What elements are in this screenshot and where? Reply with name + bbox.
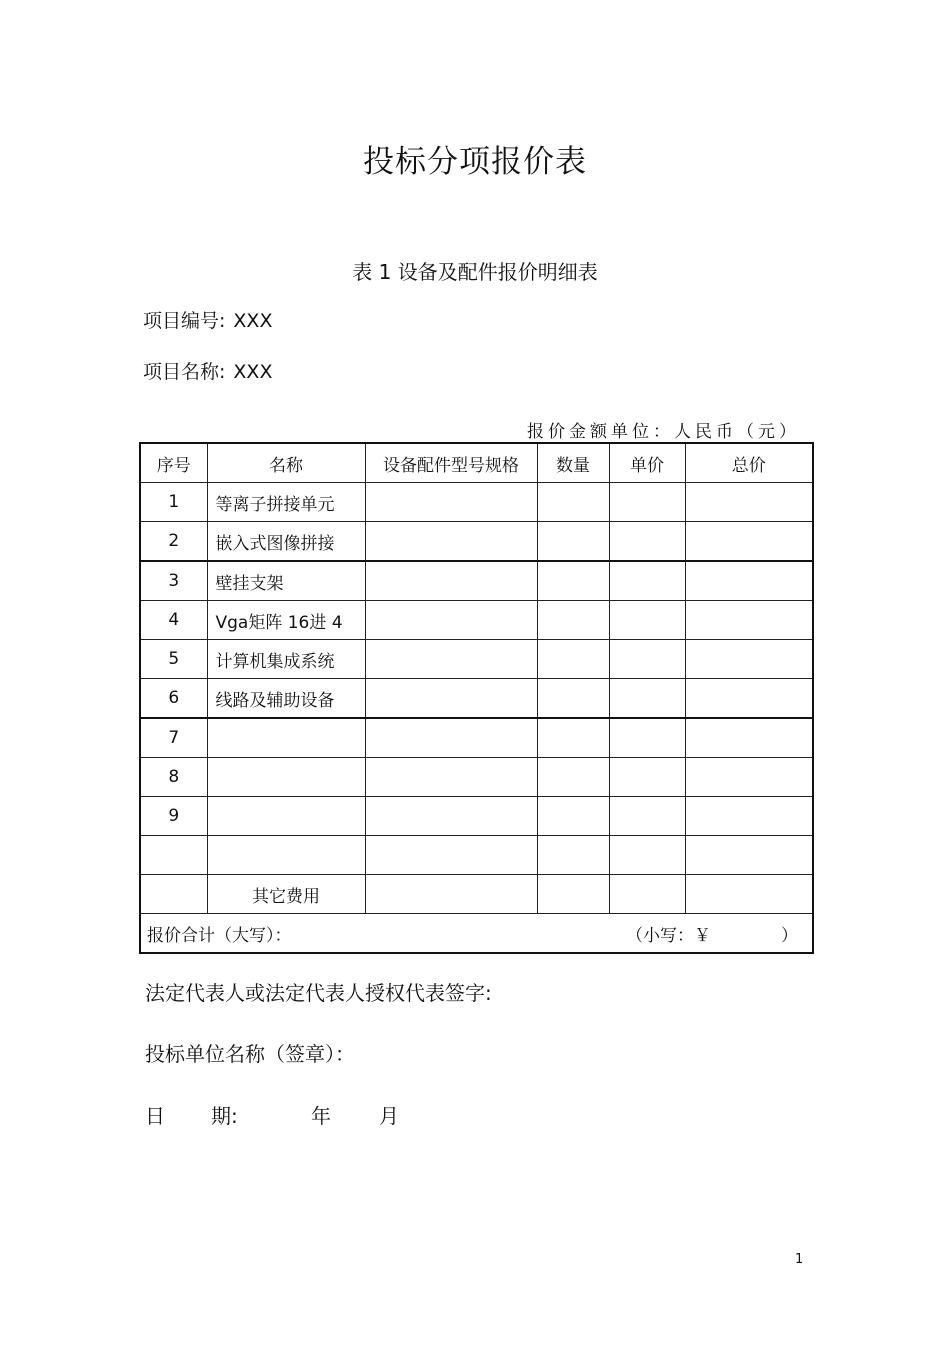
table-row — [140, 718, 813, 758]
row-name — [207, 797, 365, 836]
document-title: 投标分项报价表 — [363, 144, 587, 180]
row-name: Vga矩阵 16进 4 — [207, 601, 365, 640]
date-period-label: 期: — [211, 1104, 238, 1128]
date-year-label: 年 — [311, 1104, 331, 1128]
header-name: 名称 — [207, 443, 365, 483]
currency-unit: 报价金额单位：人民币（元） — [527, 422, 800, 442]
row-name: 嵌入式图像拼接 — [207, 522, 365, 562]
quote-table — [139, 442, 814, 954]
row-unit-price[interactable] — [609, 718, 685, 758]
table-row — [140, 797, 813, 836]
row-unit-price[interactable] — [609, 640, 685, 679]
row-unit-price[interactable] — [609, 797, 685, 836]
row-qty[interactable] — [537, 836, 609, 875]
row-qty[interactable] — [537, 483, 609, 522]
row-no: 6 — [140, 679, 207, 719]
row-spec[interactable] — [365, 836, 537, 875]
row-qty[interactable] — [537, 522, 609, 562]
table-row — [140, 640, 813, 679]
project-number — [143, 306, 272, 333]
row-no: 9 — [140, 797, 207, 836]
row-no: 8 — [140, 758, 207, 797]
row-total-price[interactable] — [685, 522, 813, 562]
project-number-label: 项目编号: — [143, 310, 226, 332]
signature-label: 法定代表人或法定代表人授权代表签字: — [145, 981, 492, 1005]
row-unit-price[interactable] — [609, 875, 685, 914]
row-total-price[interactable] — [685, 875, 813, 914]
row-unit-price[interactable] — [609, 483, 685, 522]
row-unit-price[interactable] — [609, 836, 685, 875]
row-no: 1 — [140, 483, 207, 522]
row-no — [140, 875, 207, 914]
project-name-value: XXX — [233, 361, 273, 383]
row-total-price[interactable] — [685, 836, 813, 875]
row-spec[interactable] — [365, 601, 537, 640]
row-total-price[interactable] — [685, 758, 813, 797]
row-qty[interactable] — [537, 758, 609, 797]
row-no: 2 — [140, 522, 207, 562]
table-header-row — [140, 443, 813, 483]
row-name: 等离子拼接单元 — [207, 483, 365, 522]
row-total-price[interactable] — [685, 718, 813, 758]
row-spec[interactable] — [365, 797, 537, 836]
table-row — [140, 561, 813, 601]
table-row — [140, 758, 813, 797]
table-row — [140, 483, 813, 522]
header-unit-price: 单价 — [609, 443, 685, 483]
row-spec[interactable] — [365, 679, 537, 719]
total-row — [140, 914, 813, 954]
row-name: 其它费用 — [207, 875, 365, 914]
row-name — [207, 836, 365, 875]
row-qty[interactable] — [537, 718, 609, 758]
total-uppercase-label: 报价合计（大写）： — [147, 925, 292, 946]
header-spec: 设备配件型号规格 — [365, 443, 537, 483]
date-day-char: 日 — [145, 1104, 165, 1128]
company-label: 投标单位名称（签章）： — [145, 1042, 355, 1066]
row-total-price[interactable] — [685, 640, 813, 679]
row-spec[interactable] — [365, 522, 537, 562]
total-cell — [140, 914, 813, 954]
project-name — [143, 357, 272, 384]
table-title: 表 1 设备及配件报价明细表 — [352, 260, 598, 284]
row-qty[interactable] — [537, 875, 609, 914]
row-unit-price[interactable] — [609, 758, 685, 797]
row-spec[interactable] — [365, 875, 537, 914]
table-row — [140, 601, 813, 640]
row-unit-price[interactable] — [609, 522, 685, 562]
row-spec[interactable] — [365, 483, 537, 522]
row-spec[interactable] — [365, 718, 537, 758]
row-spec[interactable] — [365, 758, 537, 797]
row-name: 计算机集成系统 — [207, 640, 365, 679]
row-spec[interactable] — [365, 561, 537, 601]
row-spec[interactable] — [365, 640, 537, 679]
header-no: 序号 — [140, 443, 207, 483]
project-number-value: XXX — [233, 310, 273, 332]
total-lowercase-open: （小写：￥ — [626, 925, 711, 946]
row-qty[interactable] — [537, 561, 609, 601]
row-unit-price[interactable] — [609, 601, 685, 640]
date-line — [145, 1100, 399, 1129]
row-total-price[interactable] — [685, 561, 813, 601]
row-total-price[interactable] — [685, 797, 813, 836]
total-lowercase-close: ） — [781, 925, 798, 946]
header-total-price: 总价 — [685, 443, 813, 483]
table-row — [140, 522, 813, 562]
row-no: 7 — [140, 718, 207, 758]
total-lowercase — [626, 921, 798, 946]
row-no: 5 — [140, 640, 207, 679]
row-qty[interactable] — [537, 601, 609, 640]
row-name — [207, 758, 365, 797]
row-qty[interactable] — [537, 640, 609, 679]
table-row — [140, 875, 813, 914]
row-qty[interactable] — [537, 797, 609, 836]
header-qty: 数量 — [537, 443, 609, 483]
row-no: 4 — [140, 601, 207, 640]
project-name-label: 项目名称: — [143, 361, 226, 383]
row-unit-price[interactable] — [609, 561, 685, 601]
row-no: 3 — [140, 561, 207, 601]
table-row — [140, 836, 813, 875]
row-name — [207, 718, 365, 758]
row-total-price[interactable] — [685, 483, 813, 522]
row-no — [140, 836, 207, 875]
date-month-label: 月 — [379, 1104, 399, 1128]
row-total-price[interactable] — [685, 601, 813, 640]
row-name: 壁挂支架 — [207, 561, 365, 601]
row-qty[interactable] — [537, 679, 609, 719]
page-number: 1 — [795, 1252, 804, 1267]
row-total-price[interactable] — [685, 679, 813, 719]
table-row — [140, 679, 813, 719]
row-unit-price[interactable] — [609, 679, 685, 719]
row-name: 线路及辅助设备 — [207, 679, 365, 719]
